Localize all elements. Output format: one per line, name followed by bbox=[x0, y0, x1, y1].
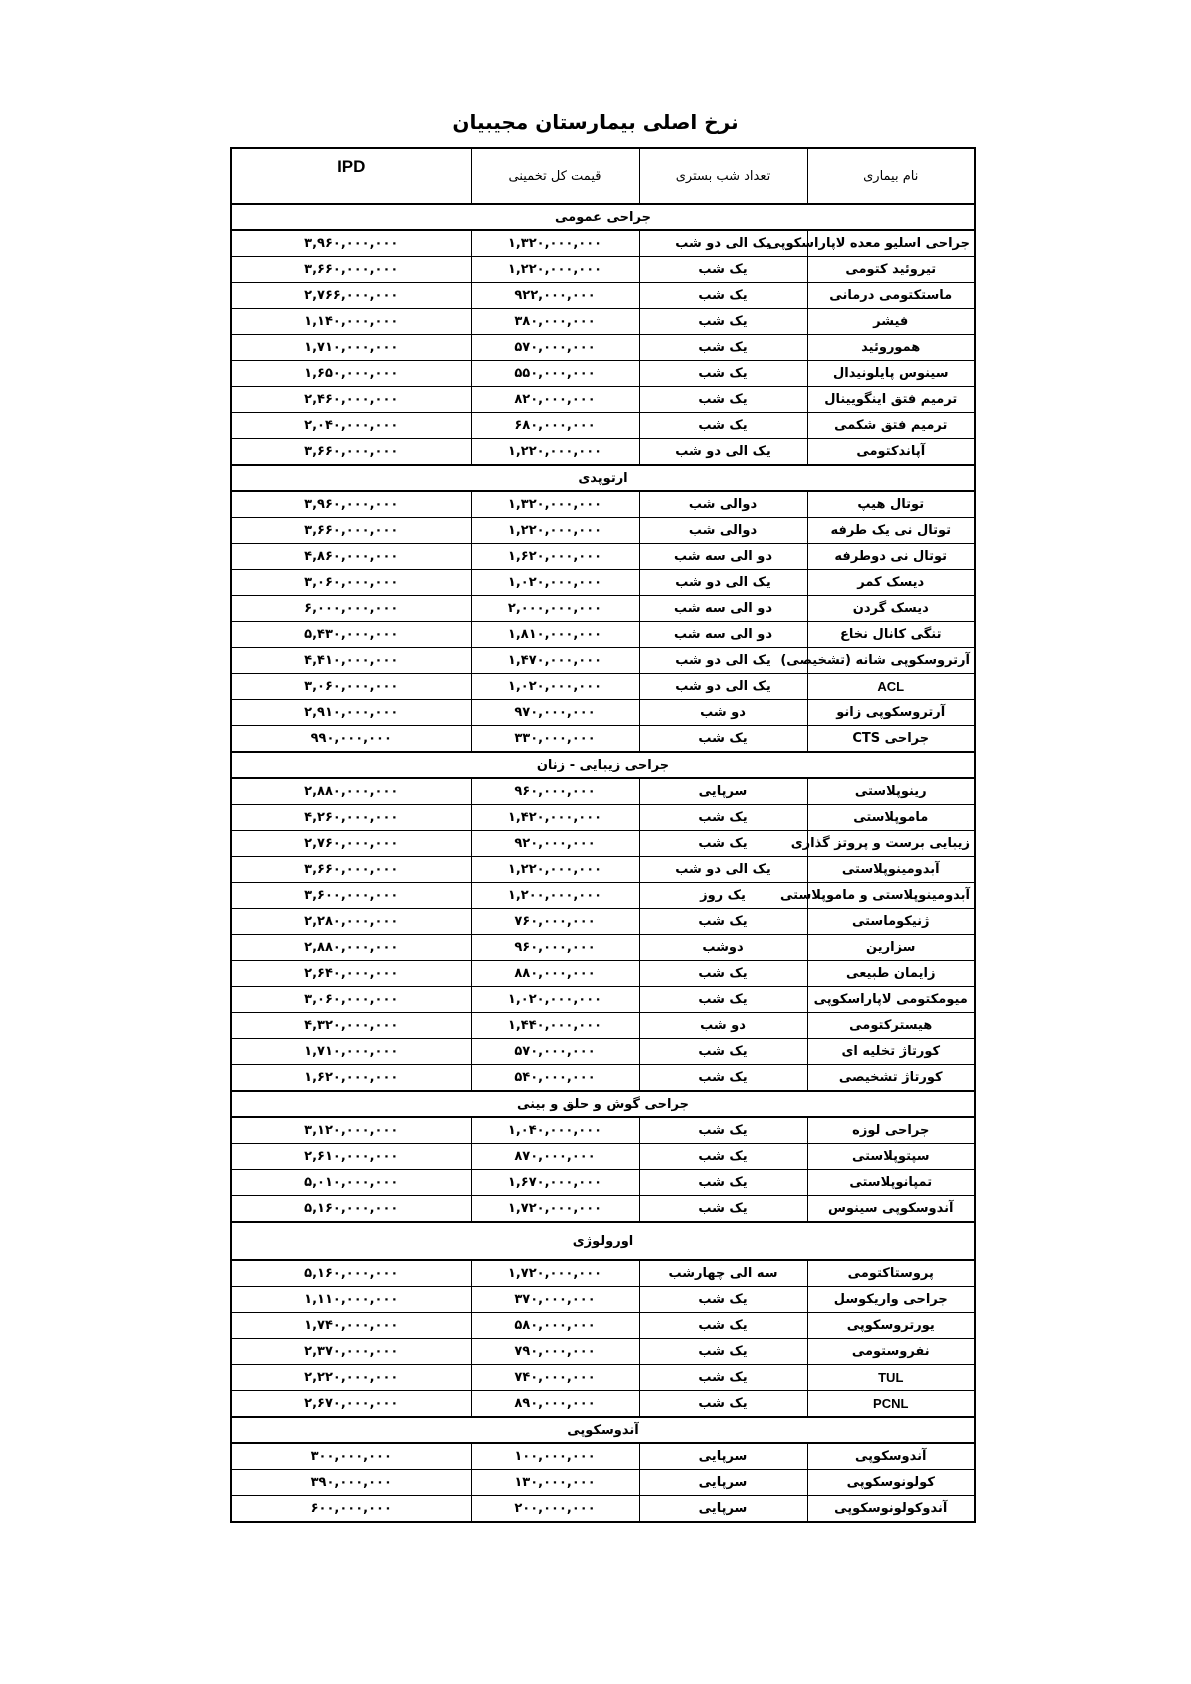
ipd-price-cell: ۳,۰۶۰,۰۰۰,۰۰۰ bbox=[231, 570, 471, 596]
total-price-cell: ۱,۷۲۰,۰۰۰,۰۰۰ bbox=[471, 1196, 639, 1223]
ipd-price-cell: ۱,۷۱۰,۰۰۰,۰۰۰ bbox=[231, 335, 471, 361]
total-price-cell: ۱,۳۲۰,۰۰۰,۰۰۰ bbox=[471, 491, 639, 518]
ipd-price-cell: ۵,۱۶۰,۰۰۰,۰۰۰ bbox=[231, 1196, 471, 1223]
nights-cell: یک شب bbox=[639, 283, 807, 309]
nights-cell: دو الی سه شب bbox=[639, 622, 807, 648]
procedure-name-cell: کورتاژ تخلیه ای bbox=[807, 1039, 975, 1065]
table-row bbox=[231, 778, 975, 805]
total-price-cell: ۳۳۰,۰۰۰,۰۰۰ bbox=[471, 726, 639, 753]
total-price-cell: ۸۷۰,۰۰۰,۰۰۰ bbox=[471, 1144, 639, 1170]
ipd-price-cell: ۱,۱۱۰,۰۰۰,۰۰۰ bbox=[231, 1287, 471, 1313]
table-row bbox=[231, 1391, 975, 1418]
total-price-cell: ۳۸۰,۰۰۰,۰۰۰ bbox=[471, 309, 639, 335]
total-price-cell: ۹۲۰,۰۰۰,۰۰۰ bbox=[471, 831, 639, 857]
table-row bbox=[231, 935, 975, 961]
procedure-name-cell: ماموپلاستی bbox=[807, 805, 975, 831]
table-row bbox=[231, 1339, 975, 1365]
procedure-name-cell: آندوسکوپی سینوس bbox=[807, 1196, 975, 1223]
nights-cell: یک روز bbox=[639, 883, 807, 909]
ipd-price-cell: ۶,۰۰۰,۰۰۰,۰۰۰ bbox=[231, 596, 471, 622]
table-row bbox=[231, 518, 975, 544]
nights-cell: دو شب bbox=[639, 1013, 807, 1039]
header-ipd: IPD bbox=[231, 148, 471, 204]
total-price-cell: ۱,۶۲۰,۰۰۰,۰۰۰ bbox=[471, 544, 639, 570]
ipd-price-cell: ۳۰۰,۰۰۰,۰۰۰ bbox=[231, 1443, 471, 1470]
total-price-cell: ۵۷۰,۰۰۰,۰۰۰ bbox=[471, 335, 639, 361]
table-row bbox=[231, 909, 975, 935]
price-table bbox=[230, 147, 976, 1523]
total-price-cell: ۹۷۰,۰۰۰,۰۰۰ bbox=[471, 700, 639, 726]
procedure-name-cell: جراحی اسلیو معده لاپاراسکوپی bbox=[807, 230, 975, 257]
nights-cell: سرپایی bbox=[639, 1443, 807, 1470]
header-total: قیمت کل تخمینی bbox=[471, 148, 639, 204]
ipd-price-cell: ۴,۳۲۰,۰۰۰,۰۰۰ bbox=[231, 1013, 471, 1039]
total-price-cell: ۷۹۰,۰۰۰,۰۰۰ bbox=[471, 1339, 639, 1365]
section-title: آندوسکوپی bbox=[231, 1417, 975, 1443]
nights-cell: سرپایی bbox=[639, 1496, 807, 1523]
total-price-cell: ۱,۸۱۰,۰۰۰,۰۰۰ bbox=[471, 622, 639, 648]
table-row bbox=[231, 491, 975, 518]
table-row bbox=[231, 805, 975, 831]
total-price-cell: ۱,۲۲۰,۰۰۰,۰۰۰ bbox=[471, 439, 639, 466]
table-row bbox=[231, 1287, 975, 1313]
nights-cell: یک شب bbox=[639, 335, 807, 361]
ipd-price-cell: ۵,۱۶۰,۰۰۰,۰۰۰ bbox=[231, 1260, 471, 1287]
nights-cell: یک الی دو شب bbox=[639, 648, 807, 674]
section-title: جراحی زیبایی - زنان bbox=[231, 752, 975, 778]
total-price-cell: ۱,۴۴۰,۰۰۰,۰۰۰ bbox=[471, 1013, 639, 1039]
ipd-price-cell: ۲,۴۶۰,۰۰۰,۰۰۰ bbox=[231, 387, 471, 413]
nights-cell: یک شب bbox=[639, 309, 807, 335]
nights-cell: یک شب bbox=[639, 831, 807, 857]
ipd-price-cell: ۱,۱۴۰,۰۰۰,۰۰۰ bbox=[231, 309, 471, 335]
table-row bbox=[231, 987, 975, 1013]
procedure-name-cell: زیبایی برست و پروتز گذاری bbox=[807, 831, 975, 857]
section-title: جراحی عمومی bbox=[231, 204, 975, 230]
procedure-name-cell: آرتروسکوپی شانه (تشخیصی) bbox=[807, 648, 975, 674]
section-header-row bbox=[231, 465, 975, 491]
procedure-name-cell: کورتاژ تشخیصی bbox=[807, 1065, 975, 1092]
table-row bbox=[231, 961, 975, 987]
total-price-cell: ۱,۳۲۰,۰۰۰,۰۰۰ bbox=[471, 230, 639, 257]
section-header-row bbox=[231, 1222, 975, 1260]
total-price-cell: ۱,۲۲۰,۰۰۰,۰۰۰ bbox=[471, 857, 639, 883]
total-price-cell: ۵۴۰,۰۰۰,۰۰۰ bbox=[471, 1065, 639, 1092]
nights-cell: یک شب bbox=[639, 726, 807, 753]
nights-cell: یک شب bbox=[639, 1065, 807, 1092]
total-price-cell: ۹۲۲,۰۰۰,۰۰۰ bbox=[471, 283, 639, 309]
ipd-price-cell: ۲,۹۱۰,۰۰۰,۰۰۰ bbox=[231, 700, 471, 726]
section-title: جراحی گوش و حلق و بینی bbox=[231, 1091, 975, 1117]
table-row bbox=[231, 1117, 975, 1144]
nights-cell: یک شب bbox=[639, 413, 807, 439]
header-nights: تعداد شب بستری bbox=[639, 148, 807, 204]
procedure-name-cell: ترمیم فتق اینگویینال bbox=[807, 387, 975, 413]
total-price-cell: ۷۴۰,۰۰۰,۰۰۰ bbox=[471, 1365, 639, 1391]
nights-cell: یک الی دو شب bbox=[639, 674, 807, 700]
table-row bbox=[231, 1470, 975, 1496]
ipd-price-cell: ۳,۶۶۰,۰۰۰,۰۰۰ bbox=[231, 257, 471, 283]
procedure-name-cell: آبدومینوپلاستی bbox=[807, 857, 975, 883]
total-price-cell: ۸۸۰,۰۰۰,۰۰۰ bbox=[471, 961, 639, 987]
total-price-cell: ۸۲۰,۰۰۰,۰۰۰ bbox=[471, 387, 639, 413]
total-price-cell: ۶۸۰,۰۰۰,۰۰۰ bbox=[471, 413, 639, 439]
table-row bbox=[231, 831, 975, 857]
total-price-cell: ۱,۰۲۰,۰۰۰,۰۰۰ bbox=[471, 674, 639, 700]
procedure-name-cell: آندوکولونوسکوپی bbox=[807, 1496, 975, 1523]
nights-cell: دوالی شب bbox=[639, 518, 807, 544]
nights-cell: یک شب bbox=[639, 1170, 807, 1196]
table-row bbox=[231, 1170, 975, 1196]
table-row bbox=[231, 1144, 975, 1170]
table-row bbox=[231, 439, 975, 466]
procedure-name-cell: هیسترکتومی bbox=[807, 1013, 975, 1039]
nights-cell: دو شب bbox=[639, 700, 807, 726]
nights-cell: یک شب bbox=[639, 805, 807, 831]
table-row bbox=[231, 335, 975, 361]
ipd-price-cell: ۶۰۰,۰۰۰,۰۰۰ bbox=[231, 1496, 471, 1523]
total-price-cell: ۵۸۰,۰۰۰,۰۰۰ bbox=[471, 1313, 639, 1339]
table-row bbox=[231, 1365, 975, 1391]
ipd-price-cell: ۹۹۰,۰۰۰,۰۰۰ bbox=[231, 726, 471, 753]
nights-cell: دوالی شب bbox=[639, 491, 807, 518]
section-header-row bbox=[231, 752, 975, 778]
procedure-name-cell: جراحی لوزه bbox=[807, 1117, 975, 1144]
procedure-name-cell: جراحی واریکوسل bbox=[807, 1287, 975, 1313]
nights-cell: یک شب bbox=[639, 1117, 807, 1144]
table-row bbox=[231, 570, 975, 596]
table-row bbox=[231, 1313, 975, 1339]
nights-cell: یک الی دو شب bbox=[639, 570, 807, 596]
ipd-price-cell: ۳,۹۶۰,۰۰۰,۰۰۰ bbox=[231, 491, 471, 518]
ipd-price-cell: ۲,۷۶۶,۰۰۰,۰۰۰ bbox=[231, 283, 471, 309]
total-price-cell: ۹۶۰,۰۰۰,۰۰۰ bbox=[471, 935, 639, 961]
total-price-cell: ۱,۰۴۰,۰۰۰,۰۰۰ bbox=[471, 1117, 639, 1144]
ipd-price-cell: ۳,۰۶۰,۰۰۰,۰۰۰ bbox=[231, 987, 471, 1013]
procedure-name-cell: PCNL bbox=[807, 1391, 975, 1418]
table-row bbox=[231, 674, 975, 700]
ipd-price-cell: ۲,۳۷۰,۰۰۰,۰۰۰ bbox=[231, 1339, 471, 1365]
section-title: ارتوپدی bbox=[231, 465, 975, 491]
table-row bbox=[231, 413, 975, 439]
ipd-price-cell: ۳,۶۶۰,۰۰۰,۰۰۰ bbox=[231, 857, 471, 883]
total-price-cell: ۱,۲۲۰,۰۰۰,۰۰۰ bbox=[471, 257, 639, 283]
total-price-cell: ۱۳۰,۰۰۰,۰۰۰ bbox=[471, 1470, 639, 1496]
procedure-name-cell: سپتوپلاستی bbox=[807, 1144, 975, 1170]
nights-cell: یک شب bbox=[639, 387, 807, 413]
total-price-cell: ۹۶۰,۰۰۰,۰۰۰ bbox=[471, 778, 639, 805]
ipd-price-cell: ۵,۰۱۰,۰۰۰,۰۰۰ bbox=[231, 1170, 471, 1196]
procedure-name-cell: توتال نی دوطرفه bbox=[807, 544, 975, 570]
procedure-name-cell: آبدومینوپلاستی و ماموپلاستی bbox=[807, 883, 975, 909]
section-header-row bbox=[231, 1091, 975, 1117]
total-price-cell: ۱,۴۲۰,۰۰۰,۰۰۰ bbox=[471, 805, 639, 831]
procedure-name-cell: تنگی کانال نخاع bbox=[807, 622, 975, 648]
table-row bbox=[231, 1065, 975, 1092]
procedure-name-cell: دیسک گردن bbox=[807, 596, 975, 622]
table-row bbox=[231, 857, 975, 883]
page-title: نرخ اصلی بیمارستان مجیبیان bbox=[452, 110, 739, 134]
table-row bbox=[231, 283, 975, 309]
procedure-name-cell: میومکتومی لاپاراسکوپی bbox=[807, 987, 975, 1013]
ipd-price-cell: ۳,۶۶۰,۰۰۰,۰۰۰ bbox=[231, 439, 471, 466]
procedure-name-cell: توتال هیپ bbox=[807, 491, 975, 518]
procedure-name-cell: تیروئید کتومی bbox=[807, 257, 975, 283]
procedure-name-cell: ژنیکوماستی bbox=[807, 909, 975, 935]
nights-cell: سه الی چهارشب bbox=[639, 1260, 807, 1287]
ipd-price-cell: ۳,۹۶۰,۰۰۰,۰۰۰ bbox=[231, 230, 471, 257]
table-header-row bbox=[231, 148, 975, 204]
table-row bbox=[231, 544, 975, 570]
table-row bbox=[231, 230, 975, 257]
ipd-price-cell: ۴,۲۶۰,۰۰۰,۰۰۰ bbox=[231, 805, 471, 831]
ipd-price-cell: ۳,۰۶۰,۰۰۰,۰۰۰ bbox=[231, 674, 471, 700]
procedure-name-cell: پروستاکتومی bbox=[807, 1260, 975, 1287]
total-price-cell: ۷۶۰,۰۰۰,۰۰۰ bbox=[471, 909, 639, 935]
nights-cell: سرپایی bbox=[639, 778, 807, 805]
total-price-cell: ۱,۰۲۰,۰۰۰,۰۰۰ bbox=[471, 570, 639, 596]
nights-cell: یک شب bbox=[639, 909, 807, 935]
nights-cell: یک شب bbox=[639, 1391, 807, 1418]
total-price-cell: ۵۷۰,۰۰۰,۰۰۰ bbox=[471, 1039, 639, 1065]
table-row bbox=[231, 1443, 975, 1470]
table-row bbox=[231, 1496, 975, 1523]
total-price-cell: ۱,۲۰۰,۰۰۰,۰۰۰ bbox=[471, 883, 639, 909]
table-row bbox=[231, 726, 975, 753]
nights-cell: دو الی سه شب bbox=[639, 596, 807, 622]
nights-cell: یک شب bbox=[639, 1144, 807, 1170]
procedure-name-cell: فیشر bbox=[807, 309, 975, 335]
nights-cell: یک شب bbox=[639, 1039, 807, 1065]
nights-cell: دوشب bbox=[639, 935, 807, 961]
table-row bbox=[231, 387, 975, 413]
procedure-name-cell: سزارین bbox=[807, 935, 975, 961]
ipd-price-cell: ۲,۶۷۰,۰۰۰,۰۰۰ bbox=[231, 1391, 471, 1418]
total-price-cell: ۱,۷۲۰,۰۰۰,۰۰۰ bbox=[471, 1260, 639, 1287]
procedure-name-cell: رینوپلاستی bbox=[807, 778, 975, 805]
table-row bbox=[231, 1196, 975, 1223]
table-body bbox=[231, 204, 975, 1522]
nights-cell: یک شب bbox=[639, 1339, 807, 1365]
total-price-cell: ۲۰۰,۰۰۰,۰۰۰ bbox=[471, 1496, 639, 1523]
ipd-price-cell: ۳,۶۰۰,۰۰۰,۰۰۰ bbox=[231, 883, 471, 909]
ipd-price-cell: ۳,۶۶۰,۰۰۰,۰۰۰ bbox=[231, 518, 471, 544]
ipd-price-cell: ۱,۶۲۰,۰۰۰,۰۰۰ bbox=[231, 1065, 471, 1092]
table-row bbox=[231, 622, 975, 648]
table-row bbox=[231, 1260, 975, 1287]
nights-cell: یک شب bbox=[639, 1313, 807, 1339]
table-row bbox=[231, 257, 975, 283]
procedure-name-cell: جراحی CTS bbox=[807, 726, 975, 753]
ipd-price-cell: ۲,۶۴۰,۰۰۰,۰۰۰ bbox=[231, 961, 471, 987]
total-price-cell: ۲,۰۰۰,۰۰۰,۰۰۰ bbox=[471, 596, 639, 622]
procedure-name-cell: هموروئید bbox=[807, 335, 975, 361]
procedure-name-cell: توتال نی یک طرفه bbox=[807, 518, 975, 544]
procedure-name-cell: یورتروسکوپی bbox=[807, 1313, 975, 1339]
table-row bbox=[231, 309, 975, 335]
section-header-row bbox=[231, 204, 975, 230]
procedure-name-cell: سینوس پایلونیدال bbox=[807, 361, 975, 387]
nights-cell: یک الی دو شب bbox=[639, 439, 807, 466]
procedure-name-cell: زایمان طبیعی bbox=[807, 961, 975, 987]
total-price-cell: ۱,۰۲۰,۰۰۰,۰۰۰ bbox=[471, 987, 639, 1013]
table-row bbox=[231, 596, 975, 622]
nights-cell: سرپایی bbox=[639, 1470, 807, 1496]
procedure-name-cell: دیسک کمر bbox=[807, 570, 975, 596]
nights-cell: یک الی دو شب bbox=[639, 857, 807, 883]
section-title: اورولوژی bbox=[231, 1222, 975, 1260]
table-row bbox=[231, 883, 975, 909]
total-price-cell: ۸۹۰,۰۰۰,۰۰۰ bbox=[471, 1391, 639, 1418]
procedure-name-cell: کولونوسکوپی bbox=[807, 1470, 975, 1496]
procedure-name-cell: ترمیم فتق شکمی bbox=[807, 413, 975, 439]
header-name: نام بیماری bbox=[807, 148, 975, 204]
ipd-price-cell: ۳,۱۲۰,۰۰۰,۰۰۰ bbox=[231, 1117, 471, 1144]
procedure-name-cell: تمپانوپلاستی bbox=[807, 1170, 975, 1196]
nights-cell: یک الی دو شب bbox=[639, 230, 807, 257]
total-price-cell: ۳۷۰,۰۰۰,۰۰۰ bbox=[471, 1287, 639, 1313]
ipd-price-cell: ۲,۸۸۰,۰۰۰,۰۰۰ bbox=[231, 935, 471, 961]
procedure-name-cell: نفروستومی bbox=[807, 1339, 975, 1365]
table-row bbox=[231, 700, 975, 726]
nights-cell: یک شب bbox=[639, 1196, 807, 1223]
nights-cell: یک شب bbox=[639, 961, 807, 987]
procedure-name-cell: آپاندکتومی bbox=[807, 439, 975, 466]
nights-cell: دو الی سه شب bbox=[639, 544, 807, 570]
nights-cell: یک شب bbox=[639, 987, 807, 1013]
procedure-name-cell: TUL bbox=[807, 1365, 975, 1391]
total-price-cell: ۱,۴۷۰,۰۰۰,۰۰۰ bbox=[471, 648, 639, 674]
ipd-price-cell: ۳۹۰,۰۰۰,۰۰۰ bbox=[231, 1470, 471, 1496]
nights-cell: یک شب bbox=[639, 257, 807, 283]
procedure-name-cell: آرتروسکوپی زانو bbox=[807, 700, 975, 726]
total-price-cell: ۵۵۰,۰۰۰,۰۰۰ bbox=[471, 361, 639, 387]
table-row bbox=[231, 1039, 975, 1065]
procedure-name-cell: ACL bbox=[807, 674, 975, 700]
procedure-name-cell: ماستکتومی درمانی bbox=[807, 283, 975, 309]
ipd-price-cell: ۱,۶۵۰,۰۰۰,۰۰۰ bbox=[231, 361, 471, 387]
ipd-price-cell: ۲,۲۲۰,۰۰۰,۰۰۰ bbox=[231, 1365, 471, 1391]
ipd-price-cell: ۲,۰۴۰,۰۰۰,۰۰۰ bbox=[231, 413, 471, 439]
ipd-price-cell: ۵,۴۳۰,۰۰۰,۰۰۰ bbox=[231, 622, 471, 648]
ipd-price-cell: ۲,۶۱۰,۰۰۰,۰۰۰ bbox=[231, 1144, 471, 1170]
ipd-price-cell: ۱,۷۱۰,۰۰۰,۰۰۰ bbox=[231, 1039, 471, 1065]
total-price-cell: ۱,۶۷۰,۰۰۰,۰۰۰ bbox=[471, 1170, 639, 1196]
ipd-price-cell: ۱,۷۴۰,۰۰۰,۰۰۰ bbox=[231, 1313, 471, 1339]
table-row bbox=[231, 361, 975, 387]
procedure-name-cell: آندوسکوپی bbox=[807, 1443, 975, 1470]
nights-cell: یک شب bbox=[639, 1365, 807, 1391]
nights-cell: یک شب bbox=[639, 361, 807, 387]
ipd-price-cell: ۴,۸۶۰,۰۰۰,۰۰۰ bbox=[231, 544, 471, 570]
section-header-row bbox=[231, 1417, 975, 1443]
ipd-price-cell: ۲,۸۸۰,۰۰۰,۰۰۰ bbox=[231, 778, 471, 805]
table-row bbox=[231, 1013, 975, 1039]
ipd-price-cell: ۲,۷۶۰,۰۰۰,۰۰۰ bbox=[231, 831, 471, 857]
nights-cell: یک شب bbox=[639, 1287, 807, 1313]
ipd-price-cell: ۴,۴۱۰,۰۰۰,۰۰۰ bbox=[231, 648, 471, 674]
ipd-price-cell: ۲,۲۸۰,۰۰۰,۰۰۰ bbox=[231, 909, 471, 935]
total-price-cell: ۱۰۰,۰۰۰,۰۰۰ bbox=[471, 1443, 639, 1470]
total-price-cell: ۱,۲۲۰,۰۰۰,۰۰۰ bbox=[471, 518, 639, 544]
table-row bbox=[231, 648, 975, 674]
